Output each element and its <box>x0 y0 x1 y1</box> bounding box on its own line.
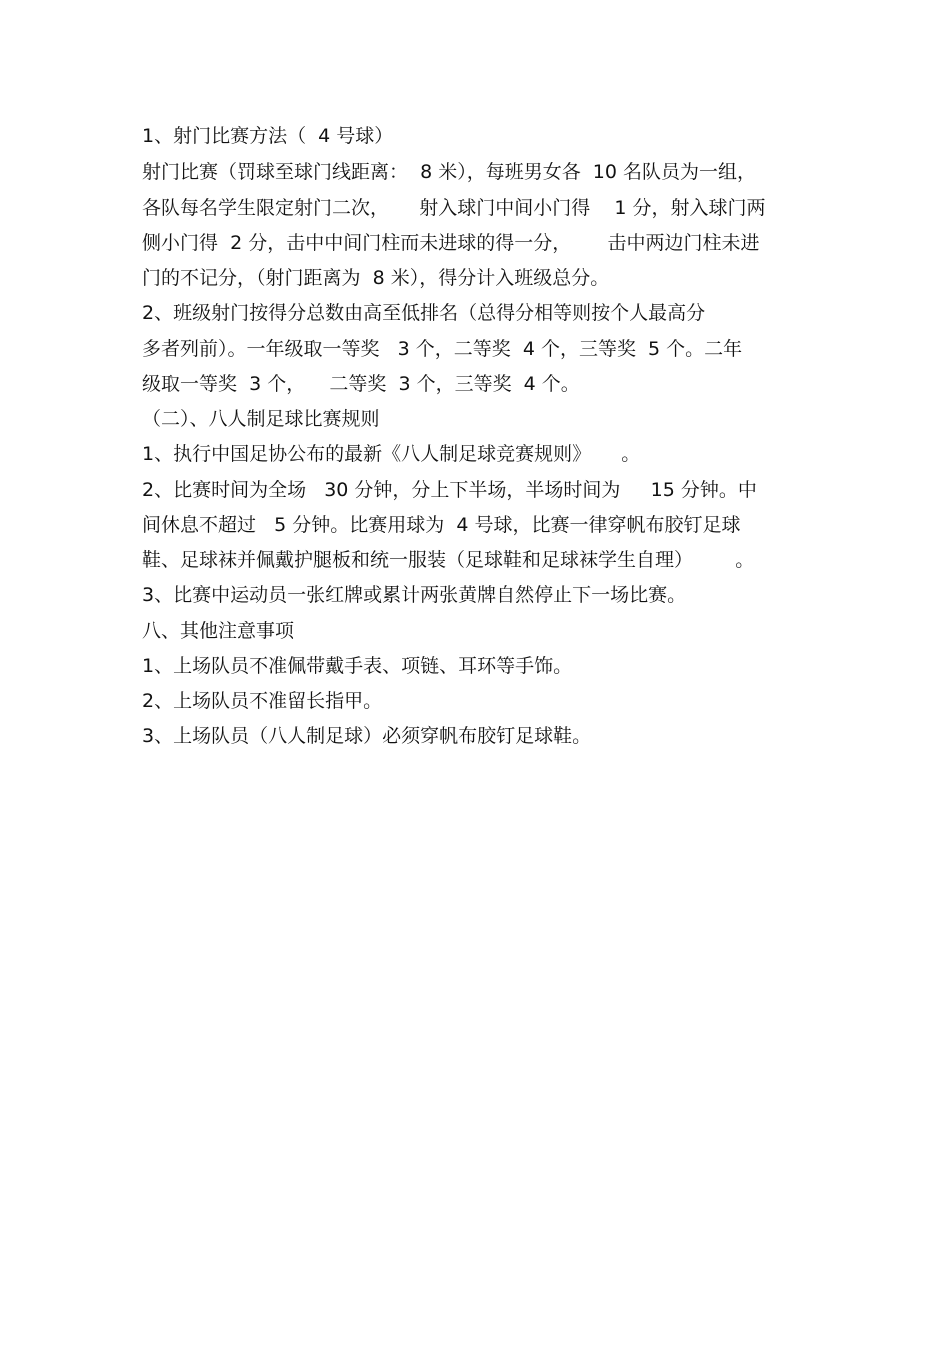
text-line: 1、执行中国足协公布的最新《八人制足球竞赛规则》 。 <box>142 443 641 465</box>
text-line: 3、上场队员（八人制足球）必须穿帆布胶钉足球鞋。 <box>142 725 592 747</box>
text-line: 级取一等奖 3 个， 二等奖 3 个，三等奖 4 个。 <box>142 373 580 395</box>
text-line: 多者列前）。一年级取一等奖 3 个，二等奖 4 个，三等奖 5 个。二年 <box>142 338 743 360</box>
section-heading: 八、其他注意事项 <box>142 620 295 642</box>
section-heading: （二）、八人制足球比赛规则 <box>142 408 380 430</box>
text-line: 各队每名学生限定射门二次， 射入球门中间小门得 1 分，射入球门两 <box>142 197 766 219</box>
text-line: 2、班级射门按得分总数由高至低排名（总得分相等则按个人最高分 <box>142 302 706 324</box>
text-line: 侧小门得 2 分，击中中间门柱而未进球的得一分， 击中两边门柱未进 <box>142 232 760 254</box>
text-line: 1、上场队员不准佩带戴手表、项链、耳环等手饰。 <box>142 655 573 677</box>
text-line: 2、上场队员不准留长指甲。 <box>142 690 383 712</box>
text-line: 门的不记分，（射门距离为 8 米），得分计入班级总分。 <box>142 267 610 289</box>
text-line: 2、比赛时间为全场 30 分钟，分上下半场，半场时间为 15 分钟。中 <box>142 479 757 501</box>
text-line: 间休息不超过 5 分钟。比赛用球为 4 号球，比赛一律穿帆布胶钉足球 <box>142 514 741 536</box>
text-line: 射门比赛（罚球至球门线距离： 8 米），每班男女各 10 名队员为一组， <box>142 161 757 183</box>
text-line: 鞋、足球袜并佩戴护腿板和统一服装（足球鞋和足球袜学生自理） 。 <box>142 549 755 571</box>
text-line: 1、射门比赛方法（ 4 号球） <box>142 125 394 147</box>
text-line: 3、比赛中运动员一张红牌或累计两张黄牌自然停止下一场比赛。 <box>142 584 687 606</box>
